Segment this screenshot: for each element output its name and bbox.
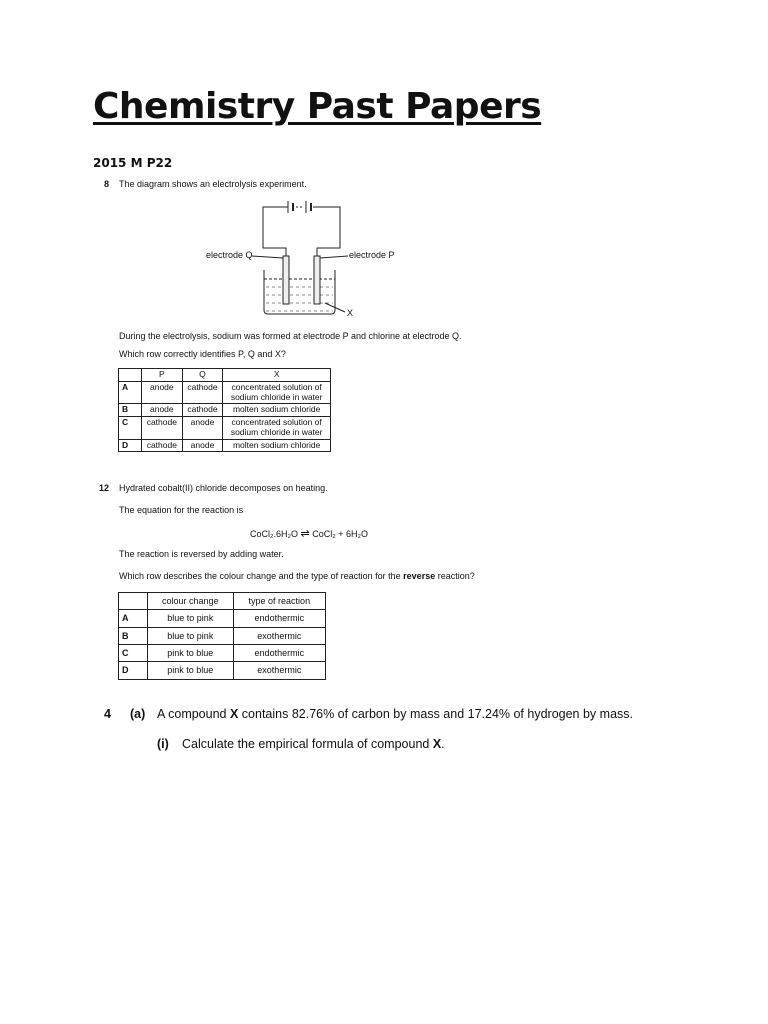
q4-part-label: (a) [130,707,146,721]
q12-question-pre: Which row describes the colour change and the type of reaction for the [119,571,404,581]
table-header-cell: type of reaction [233,593,325,610]
q4-text-pre: A compound [157,707,230,721]
cell-reaction-type: endothermic [233,610,325,627]
table-row [119,381,331,404]
table-header-row [119,369,331,382]
table-row [119,417,331,440]
cell-x [223,381,331,404]
cell-colour-change: blue to pink [148,610,234,627]
diagram-label-x: X [347,308,354,318]
cell-p: cathode [142,417,183,440]
q4-text-bold: X [229,707,239,721]
table-header-cell: Q [182,369,223,382]
option-key: D [119,439,142,452]
q12-question-bold: reverse [403,571,436,581]
equilibrium-arrow-icon: ⇌ [300,528,310,540]
q12-equation [250,527,368,540]
q8-question: Which row correctly identifies P, Q and X? [119,349,286,359]
cell-reaction-type: endothermic [233,645,325,662]
q4-number: 4 [104,707,111,721]
q4-sub-text-post: . [441,737,445,751]
q12-question [119,571,475,581]
cell-q: anode [182,439,223,452]
equation-left: CoCl₂.6H₂O [250,529,298,539]
q12-intro: Hydrated cobalt(II) chloride decomposes on heating. [119,483,328,493]
cell-colour-change: blue to pink [148,627,234,644]
cell-x [223,417,331,440]
option-key: C [119,645,148,662]
diagram-label-electrode-q: electrode Q [206,250,253,260]
table-header-row [119,593,326,610]
cell-p: cathode [142,439,183,452]
cell-x-line2: sodium chloride in water [230,426,323,437]
option-key: A [119,610,148,627]
q4-text-post: contains 82.76% of carbon by mass and 17.24% of hydrogen by mass. [238,707,633,721]
option-key: D [119,662,148,679]
q8-intro: The diagram shows an electrolysis experiment. [119,179,307,189]
table-row [119,627,326,644]
q8-options-table [118,368,331,452]
option-key: C [119,417,142,440]
cell-q: cathode [182,404,223,417]
cell-p: anode [142,381,183,404]
cell-p: anode [142,404,183,417]
cell-x-line2: sodium chloride in water [230,391,323,402]
table-row [119,645,326,662]
option-key: B [119,627,148,644]
q12-number: 12 [99,483,110,493]
table-row [119,439,331,452]
table-header-cell [119,593,148,610]
q8-statement: During the electrolysis, sodium was formed at electrode P and chlorine at electrode Q. [119,331,462,341]
cell-x-line1: concentrated solution of [231,417,322,428]
table-row [119,610,326,627]
table-row [119,404,331,417]
cell-q: cathode [182,381,223,404]
q4-sub-text-bold: X [432,737,442,751]
q12-options-table [118,592,326,680]
paper-code: 2015 M P22 [93,156,173,170]
table-header-cell: X [223,369,331,382]
cell-q: anode [182,417,223,440]
option-key: B [119,404,142,417]
table-row [119,662,326,679]
q12-question-post: reaction? [435,571,475,581]
cell-colour-change: pink to blue [148,645,234,662]
cell-x-line1: concentrated solution of [231,381,322,392]
cell-reaction-type: exothermic [233,662,325,679]
q12-statement: The reaction is reversed by adding water. [119,549,284,559]
equation-right: CoCl₂ + 6H₂O [312,529,369,539]
cell-x: molten sodium chloride [223,404,331,417]
table-header-cell: colour change [148,593,234,610]
cell-x: molten sodium chloride [223,439,331,452]
q12-equation-intro: The equation for the reaction is [119,505,244,515]
cell-reaction-type: exothermic [233,627,325,644]
q4-sub-label: (i) [157,737,169,751]
cell-colour-change: pink to blue [148,662,234,679]
table-header-cell: P [142,369,183,382]
q4-part-text [157,707,633,721]
q4-sub-text-pre: Calculate the empirical formula of compound [182,737,433,751]
diagram-label-electrode-p: electrode P [349,250,395,260]
page-title: Chemistry Past Papers [93,86,542,127]
q8-number: 8 [104,179,110,189]
q4-sub-text [182,737,445,751]
option-key: A [119,381,142,404]
table-header-cell [119,369,142,382]
